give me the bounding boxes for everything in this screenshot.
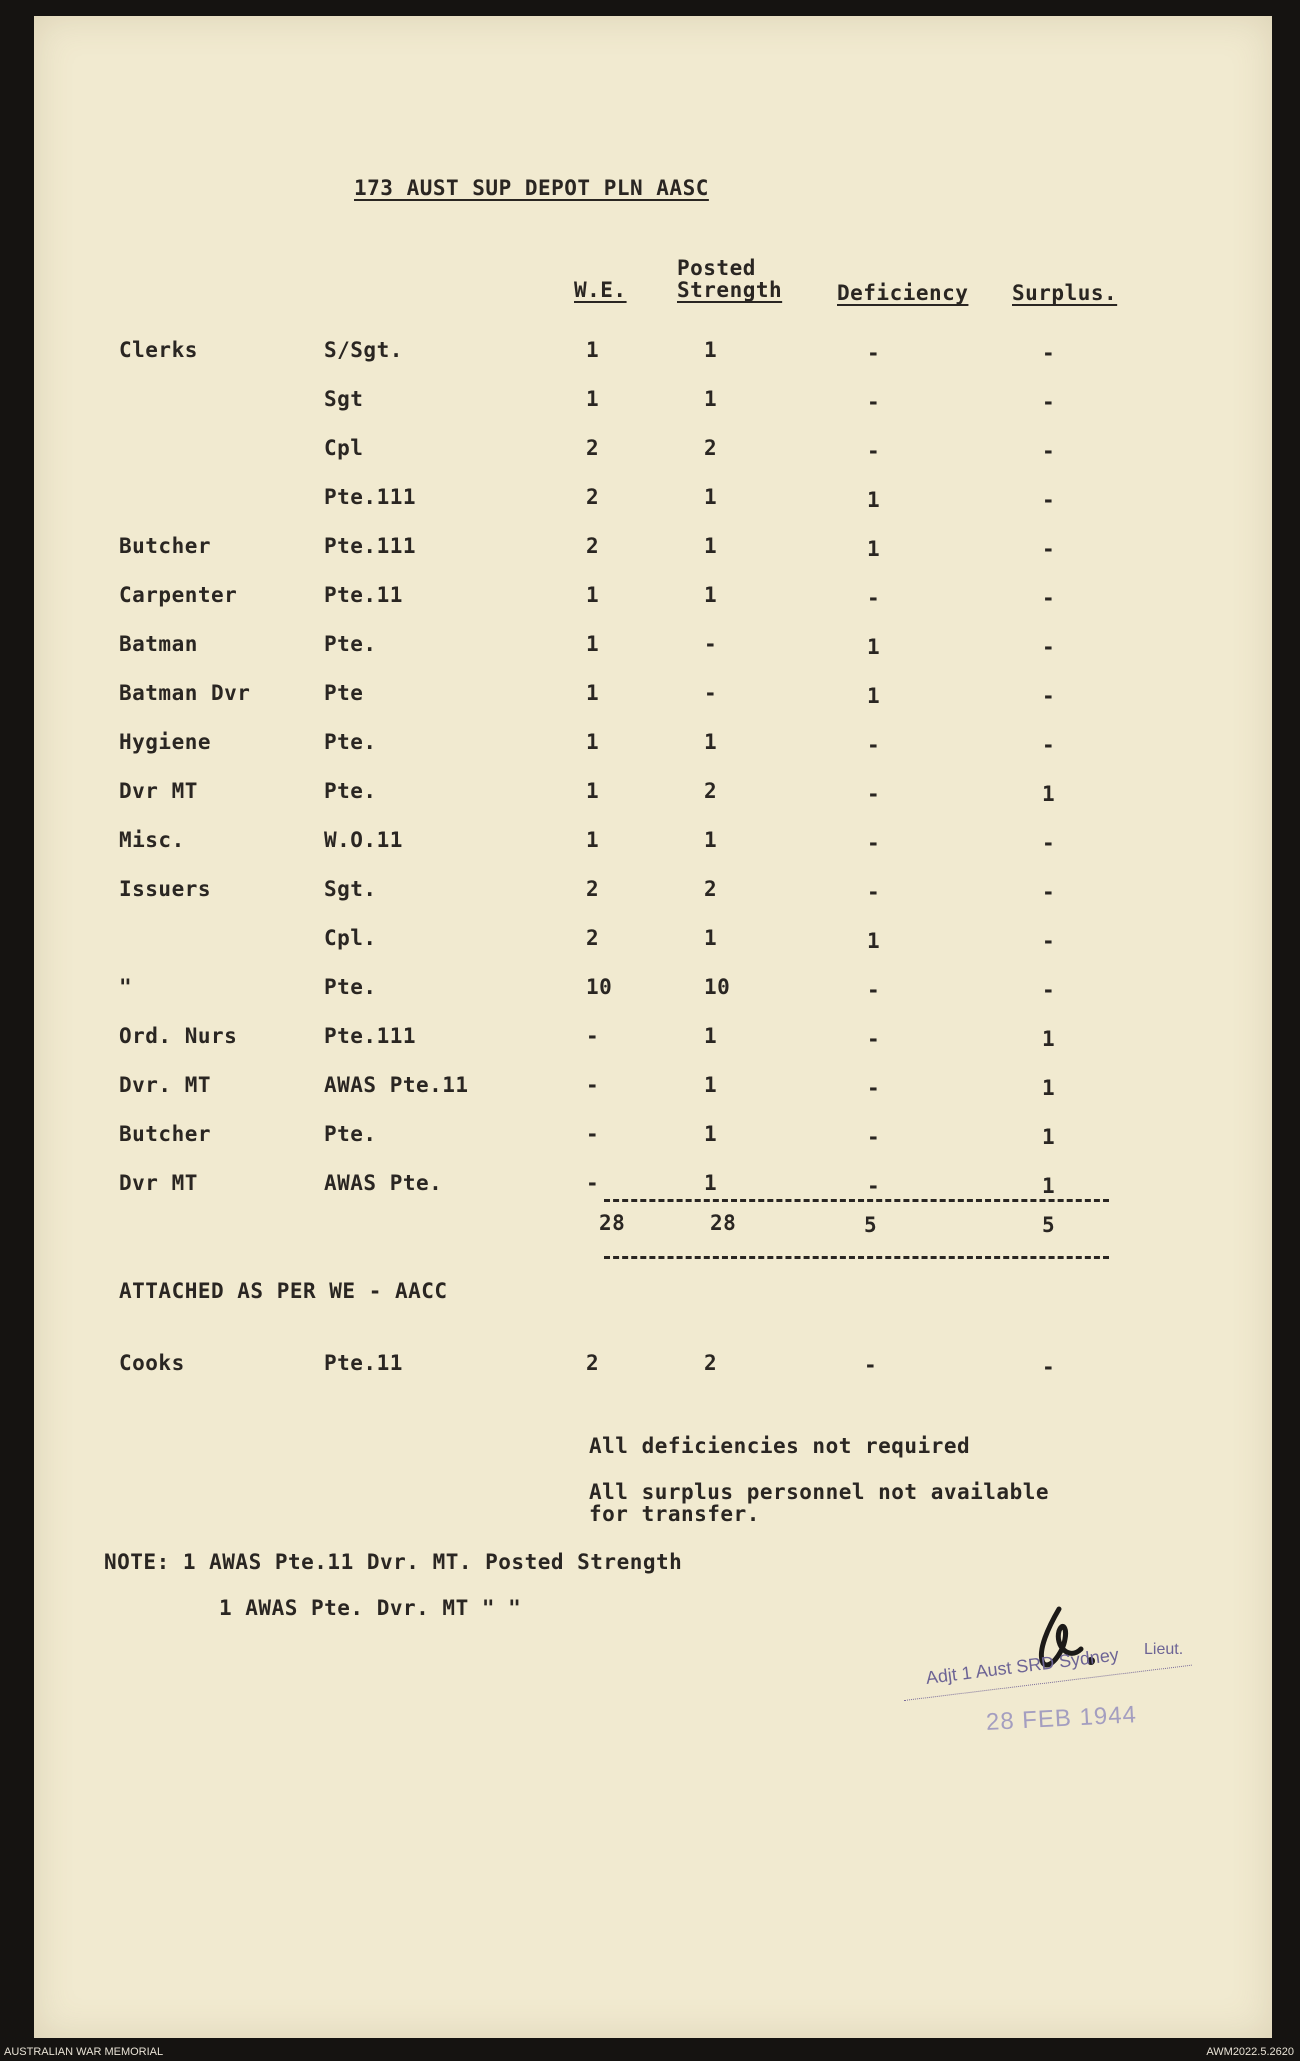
row-surplus: -	[1042, 390, 1056, 414]
row-deficiency: -	[867, 1076, 881, 1100]
row-we: 1	[586, 632, 600, 656]
row-rank: Sgt	[324, 387, 364, 411]
row-trade: Batman Dvr	[119, 681, 251, 705]
row-rank: Pte.	[324, 1122, 377, 1146]
row-deficiency: -	[867, 439, 881, 463]
remark-surplus-line2: for transfer.	[589, 1502, 760, 1526]
row-posted: 1	[704, 534, 718, 558]
row-deficiency: -	[867, 341, 881, 365]
attached-we: 2	[586, 1351, 600, 1375]
row-trade: Carpenter	[119, 583, 238, 607]
row-rank: Sgt.	[324, 877, 377, 901]
header-deficiency: Deficiency	[837, 281, 969, 305]
row-rank: Pte.11	[324, 583, 403, 607]
row-trade: "	[119, 975, 133, 999]
row-rank: AWAS Pte.11	[324, 1073, 469, 1097]
remark-deficiencies: All deficiencies not required	[589, 1434, 971, 1458]
row-trade: Misc.	[119, 828, 185, 852]
row-trade: Clerks	[119, 338, 198, 362]
row-deficiency: 1	[867, 684, 881, 708]
row-trade: Butcher	[119, 1122, 212, 1146]
row-we: 2	[586, 485, 600, 509]
row-we: 2	[586, 436, 600, 460]
attached-rank: Pte.11	[324, 1351, 403, 1375]
row-surplus: -	[1042, 439, 1056, 463]
note-line2: 1 AWAS Pte. Dvr. MT " "	[219, 1596, 522, 1620]
row-posted: 1	[704, 338, 718, 362]
row-surplus: -	[1042, 341, 1056, 365]
row-rank: S/Sgt.	[324, 338, 403, 362]
total-we: 28	[599, 1211, 626, 1235]
row-trade: Batman	[119, 632, 198, 656]
total-surplus: 5	[1042, 1213, 1056, 1237]
row-surplus: -	[1042, 733, 1056, 757]
total-rule-bottom	[604, 1256, 1109, 1259]
row-deficiency: -	[867, 1027, 881, 1051]
row-we: 2	[586, 877, 600, 901]
row-rank: Pte.	[324, 730, 377, 754]
row-trade: Dvr MT	[119, 1171, 198, 1195]
row-deficiency: -	[867, 978, 881, 1002]
row-deficiency: -	[867, 782, 881, 806]
row-surplus: 1	[1042, 782, 1056, 806]
row-we: 2	[586, 926, 600, 950]
row-surplus: 1	[1042, 1027, 1056, 1051]
row-deficiency: -	[867, 733, 881, 757]
header-posted-line2: Strength	[677, 278, 783, 302]
row-posted: 1	[704, 926, 718, 950]
row-rank: Pte.111	[324, 534, 417, 558]
row-rank: Cpl	[324, 436, 364, 460]
row-we: -	[586, 1073, 600, 1097]
row-posted: 2	[704, 877, 718, 901]
row-we: 1	[586, 779, 600, 803]
row-surplus: -	[1042, 929, 1056, 953]
header-posted-line1: Posted	[677, 256, 756, 280]
row-posted: 1	[704, 730, 718, 754]
row-deficiency: -	[867, 1125, 881, 1149]
row-posted: 1	[704, 1122, 718, 1146]
row-we: -	[586, 1171, 600, 1195]
row-deficiency: -	[867, 831, 881, 855]
row-surplus: -	[1042, 684, 1056, 708]
row-rank: Pte.111	[324, 1024, 417, 1048]
row-surplus: -	[1042, 635, 1056, 659]
row-we: 1	[586, 828, 600, 852]
row-deficiency: 1	[867, 537, 881, 561]
footer-institution: AUSTRALIAN WAR MEMORIAL	[4, 2046, 164, 2058]
row-rank: Pte	[324, 681, 364, 705]
row-posted: 1	[704, 387, 718, 411]
row-rank: Pte.111	[324, 485, 417, 509]
row-we: 2	[586, 534, 600, 558]
row-trade: Butcher	[119, 534, 212, 558]
row-posted: 10	[704, 975, 731, 999]
total-posted: 28	[710, 1211, 737, 1235]
document-title: 173 AUST SUP DEPOT PLN AASC	[354, 176, 709, 200]
row-rank: Pte.	[324, 779, 377, 803]
document-page	[34, 16, 1272, 2038]
row-trade: Dvr. MT	[119, 1073, 212, 1097]
row-deficiency: 1	[867, 929, 881, 953]
attached-deficiency: -	[864, 1353, 878, 1377]
row-deficiency: -	[867, 880, 881, 904]
row-posted: -	[704, 632, 718, 656]
stamp-rank: Lieut.	[1144, 1641, 1184, 1658]
row-surplus: 1	[1042, 1125, 1056, 1149]
row-we: 1	[586, 387, 600, 411]
row-surplus: -	[1042, 586, 1056, 610]
attached-posted: 2	[704, 1351, 718, 1375]
attached-trade: Cooks	[119, 1351, 185, 1375]
row-deficiency: -	[867, 586, 881, 610]
row-trade: Hygiene	[119, 730, 212, 754]
stamp-appointment: Adjt 1 Aust SRD Sydney	[924, 1644, 1120, 1688]
row-posted: 2	[704, 436, 718, 460]
row-deficiency: -	[867, 1174, 881, 1198]
row-rank: Pte.	[324, 975, 377, 999]
row-we: 10	[586, 975, 613, 999]
row-rank: Pte.	[324, 632, 377, 656]
row-surplus: -	[1042, 488, 1056, 512]
row-surplus: 1	[1042, 1076, 1056, 1100]
stamp-date: 28 FEB 1944	[985, 1701, 1138, 1736]
row-trade: Issuers	[119, 877, 212, 901]
note-line1: NOTE: 1 AWAS Pte.11 Dvr. MT. Posted Strength	[104, 1550, 683, 1574]
row-posted: 1	[704, 485, 718, 509]
header-surplus: Surplus.	[1012, 281, 1118, 305]
row-surplus: 1	[1042, 1174, 1056, 1198]
attached-heading: ATTACHED AS PER WE - AACC	[119, 1279, 448, 1303]
row-trade: Ord. Nurs	[119, 1024, 238, 1048]
row-rank: Cpl.	[324, 926, 377, 950]
row-surplus: -	[1042, 978, 1056, 1002]
attached-surplus: -	[1042, 1355, 1056, 1379]
row-deficiency: -	[867, 390, 881, 414]
remark-surplus-line1: All surplus personnel not available	[589, 1480, 1050, 1504]
row-posted: 1	[704, 1024, 718, 1048]
row-we: -	[586, 1024, 600, 1048]
row-posted: 1	[704, 1171, 718, 1195]
row-rank: W.O.11	[324, 828, 403, 852]
total-deficiency: 5	[864, 1213, 878, 1237]
row-we: 1	[586, 730, 600, 754]
row-surplus: -	[1042, 537, 1056, 561]
row-posted: -	[704, 681, 718, 705]
footer-reference: AWM2022.5.2620	[1206, 2046, 1294, 2058]
row-we: 1	[586, 583, 600, 607]
row-we: 1	[586, 681, 600, 705]
row-posted: 1	[704, 1073, 718, 1097]
row-trade: Dvr MT	[119, 779, 198, 803]
row-surplus: -	[1042, 831, 1056, 855]
header-we: W.E.	[574, 278, 627, 302]
row-rank: AWAS Pte.	[324, 1171, 443, 1195]
row-we: 1	[586, 338, 600, 362]
row-deficiency: 1	[867, 488, 881, 512]
row-deficiency: 1	[867, 635, 881, 659]
total-rule-top	[604, 1199, 1109, 1202]
row-surplus: -	[1042, 880, 1056, 904]
row-we: -	[586, 1122, 600, 1146]
row-posted: 1	[704, 828, 718, 852]
row-posted: 2	[704, 779, 718, 803]
row-posted: 1	[704, 583, 718, 607]
